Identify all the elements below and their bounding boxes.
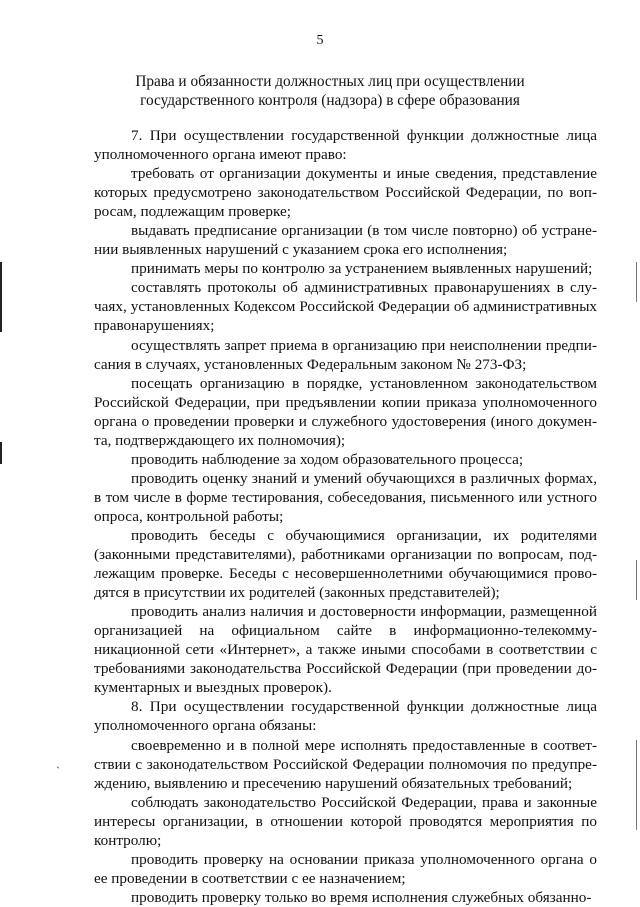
page-number: 5 (316, 33, 324, 48)
paragraph: проводить проверку только во время исполнения служебных обязанно- (131, 888, 592, 906)
heading-line: государственного контроля (надзора) в сфере образования (140, 92, 520, 109)
paragraph: посещать организацию в порядке, установленном законодательством Российской Федерации, при предъявлении копии приказа уполномоченного органа о проведении проверки и служебного удостоверения (иного документа, подтверждающего их полномочия); (94, 374, 597, 449)
paragraph: проводить беседы с обучающимися организации, их родителями (законными представителями), работниками организации по вопросам, подлежащим проверке. Беседы с несовершеннолетними обучающимися проводятся в присутствии их родителей (законных представителей); (94, 526, 597, 602)
paragraph: проводить анализ наличия и достоверности информации, размещенной организацией на официальном сайте в информационно-телекоммуникационной сети «Интернет», а также иными способами в соответствии с требованиями законодательства Российской Федерации (при проведении документарных и выездных проверок). (94, 603, 597, 697)
section-heading (100, 72, 560, 110)
body-text (94, 126, 597, 907)
paragraph: принимать меры по контролю за устранением выявленных нарушений; (131, 260, 593, 278)
paragraph-7-intro: 7. При осуществлении государственной функции должностные лица уполномоченного органа имеют право: (94, 127, 597, 164)
paragraph: выдавать предписание организации (в том числе повторно) об устранении выявленных нарушений с указанием срока его исполнения; (94, 222, 597, 259)
paragraph: требовать от организации документы и иные сведения, представление которых предусмотрено законодательством Российской Федерации, по вопросам, подлежащим проверке; (94, 165, 597, 221)
scan-edge-mark (636, 740, 637, 830)
paragraph: проводить оценку знаний и умений обучающихся в различных формах, в том числе в форме тестирования, собеседования, письменного или устного опроса, контрольной работы; (94, 469, 597, 525)
paragraph: осуществлять запрет приема в организацию при неисполнении предписания в случаях, установленных Федеральным законом № 273-ФЗ; (94, 336, 597, 373)
scan-edge-mark (0, 262, 2, 332)
paragraph: проводить наблюдение за ходом образовательного процесса; (131, 450, 524, 468)
heading-line: Права и обязанности должностных лиц при осуществлении (135, 73, 525, 90)
scan-edge-mark (0, 442, 2, 464)
scan-speck: ˏ (56, 755, 60, 769)
paragraph: соблюдать законодательство Российской Федерации, права и законные интересы организации, в отношении которой проводятся мероприятия по контролю; (94, 793, 597, 849)
paragraph: проводить проверку на основании приказа уполномоченного органа о ее проведении в соответствии с ее назначением; (94, 850, 597, 887)
scan-edge-mark (636, 262, 637, 302)
paragraph-8-intro: 8. При осуществлении государственной функции должностные лица уполномоченного органа обязаны: (94, 698, 597, 735)
paragraph: своевременно и в полной мере исполнять предоставленные в соответствии с законодательством Российской Федерации полномочия по предупреждению, выявлению и пресечению нарушений обязательных требований; (94, 736, 597, 792)
paragraph: составлять протоколы об административных правонарушениях в случаях, установленных Кодексом Российской Федерации об административных правонарушениях; (94, 279, 597, 335)
scan-edge-mark (636, 560, 637, 600)
